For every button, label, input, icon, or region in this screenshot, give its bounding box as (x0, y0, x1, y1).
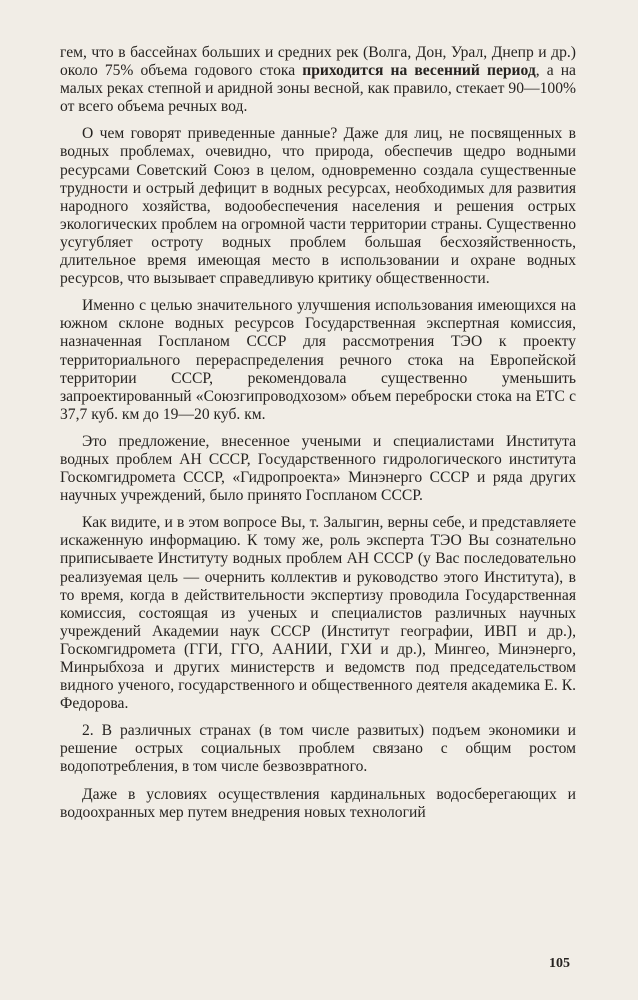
paragraph-1 (60, 44, 576, 116)
page-number: 105 (549, 956, 570, 971)
paragraph-3: Именно с целью значительного улучшения использования имеющихся на южном склоне водных ресурсов Государственная экспертная комиссия, назначенная Госпланом СССР для рассмотрения ТЭО к проекту территориального перераспределения речного стока на Европейской территории СССР, рекомендовала существенно уменьшить запроектированный «Союзгипроводхозом» объем переброски стока на ЕТС с 37,7 куб. км до 19—20 куб. км. (60, 297, 576, 423)
paragraph-1-part-a: гем, что в бассейнах больших и средних рек (Волга, Дон, Урал, Днепр и др.) около 75% объема годового стока (60, 44, 576, 80)
paragraph-2: О чем говорят приведенные данные? Даже для лиц, не посвященных в водных проблемах, очевидно, что природа, обеспечив щедро водными ресурсами Советский Союз в целом, одновременно создала существенные трудности и острый дефицит в водных ресурсах, необходимых для развития народного хозяйства, водообеспечения населения и решения острых экологических проблем на огромной части территории страны. Существенно усугубляет остроту водных проблем большая бесхозяйственность, длительное время имеющая место в использовании и охране водных ресурсов, что вызывает справедливую критику общественности. (60, 125, 576, 288)
paragraph-6: 2. В различных странах (в том числе развитых) подъем экономики и решение острых социальных проблем связано с общим ростом водопотребления, в том числе безвозвратного. (60, 722, 576, 776)
paragraph-1-bold: приходится на весенний период (302, 62, 536, 80)
paragraph-1-part-c: , а на малых реках степной и аридной зоны весной, как правило, стекает 90—100% от всего объема речных вод. (60, 62, 576, 116)
paragraph-5: Как видите, и в этом вопросе Вы, т. Залыгин, верны себе, и представляете искаженную информацию. К тому же, роль эксперта ТЭО Вы сознательно приписываете Институту водных проблем АН СССР (у Вас последовательно реализуемая цель — очернить коллектив и руководство этого Института), в то время, когда в действительности экспертизу проводила Государственная комиссия, состоящая из ученых и специалистов различных научных учреждений Академии наук СССР (Институт географии, ИВП и др.), Госкомгидромета (ГГИ, ГГО, ААНИИ, ГХИ и др.), Мингео, Минэнерго, Минрыбхоза и других министерств и ведомств под председательством видного ученого, государственного и общественного деятеля академика Е. К. Федорова. (60, 514, 576, 713)
paragraph-4: Это предложение, внесенное учеными и специалистами Института водных проблем АН СССР, Государственного гидрологического института Госкомгидромета СССР, «Гидропроекта» Минэнерго СССР и ряда других научных учреждений, было принято Госпланом СССР. (60, 432, 576, 505)
paragraph-7: Даже в условиях осуществления кардинальных водосберегающих и водоохранных мер путем внедрения новых технологий (60, 785, 576, 821)
